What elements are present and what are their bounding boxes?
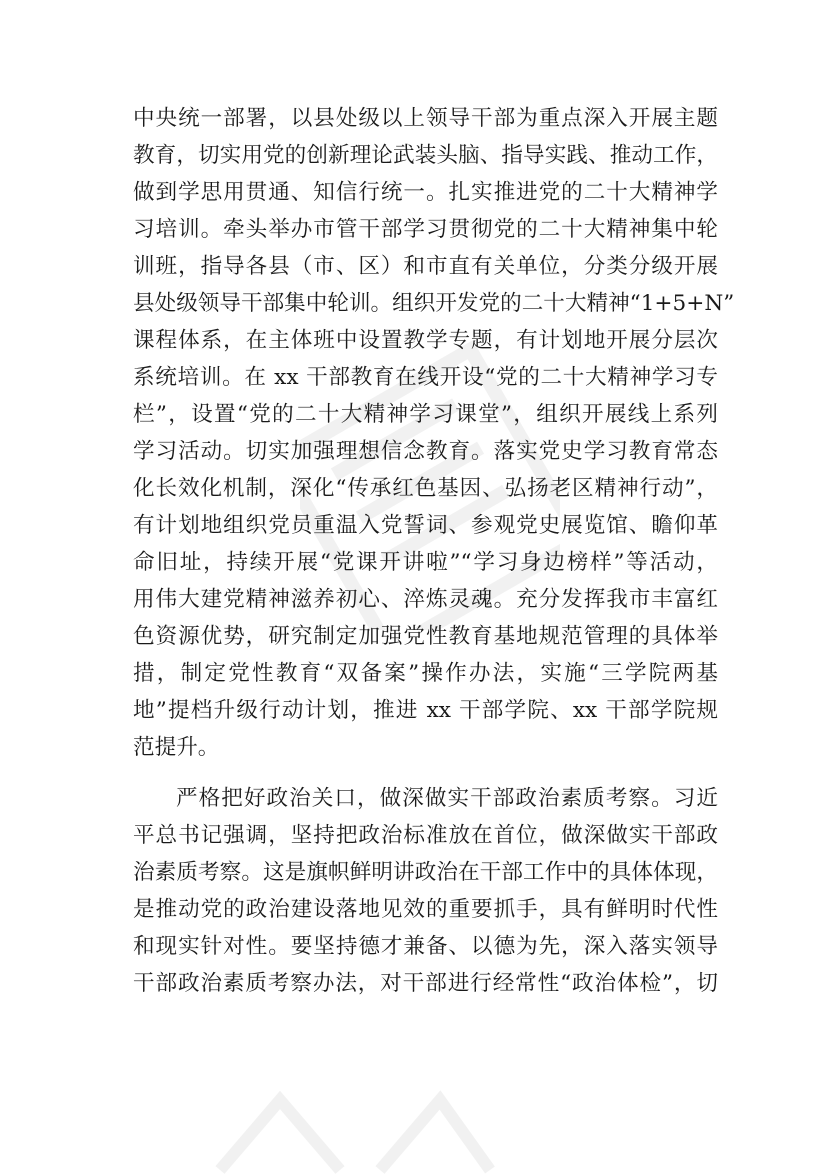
watermark-bottom-icon: [200, 1080, 500, 1174]
paragraph-1: [133, 100, 735, 766]
text-line: 学习活动。切实加强理想信念教育。落实党史学习教育常态: [133, 439, 718, 464]
text-line: 严格把好政治关口，做深做实干部政治素质考察。习近: [176, 786, 718, 811]
text-line: 治素质考察。这是旗帜鲜明讲政治在干部工作中的具体体现，: [133, 860, 718, 885]
text-line: 是推动党的政治建设落地见效的重要抓手，具有鲜明时代性: [133, 897, 718, 922]
text-line: 地”提档升级行动计划，推进 xx 干部学院、xx 干部学院规: [133, 698, 718, 723]
text-line: 命旧址，持续开展“党课开讲啦”“学习身边榜样”等活动，: [133, 550, 718, 575]
text-line: 县处级领导干部集中轮训。组织开发党的二十大精神“1+5+N”: [133, 291, 735, 316]
text-line: 教育，切实用党的创新理论武装头脑、指导实践、推动工作，: [133, 143, 718, 168]
paragraph-2: [133, 780, 718, 1002]
text-line: 干部政治素质考察办法，对干部进行经常性“政治体检”，切: [133, 971, 718, 996]
text-line: 范提升。: [133, 735, 220, 760]
text-line: 措，制定党性教育“双备案”操作办法，实施“三学院两基: [133, 661, 718, 686]
text-line: 有计划地组织党员重温入党誓词、参观党史展览馆、瞻仰革: [133, 513, 718, 538]
text-line: 化长效化机制，深化“传承红色基因、弘扬老区精神行动”，: [133, 476, 718, 501]
text-line: 做到学思用贯通、知信行统一。扎实推进党的二十大精神学: [133, 180, 718, 205]
text-line: 系统培训。在 xx 干部教育在线开设“党的二十大精神学习专: [133, 365, 718, 390]
text-line: 课程体系，在主体班中设置教学专题，有计划地开展分层次: [133, 328, 718, 353]
text-line: 中央统一部署，以县处级以上领导干部为重点深入开展主题: [133, 106, 718, 131]
text-line: 和现实针对性。要坚持德才兼备、以德为先，深入落实领导: [133, 934, 718, 959]
text-line: 习培训。牵头举办市管干部学习贯彻党的二十大精神集中轮: [133, 217, 718, 242]
body-text: [133, 100, 735, 1002]
text-line: 色资源优势，研究制定加强党性教育基地规范管理的具体举: [133, 624, 718, 649]
text-line: 平总书记强调，坚持把政治标准放在首位，做深做实干部政: [133, 823, 718, 848]
text-line: 栏”，设置“党的二十大精神学习课堂”，组织开展线上系列: [133, 402, 718, 427]
text-line: 训班，指导各县（市、区）和市直有关单位，分类分级开展: [133, 254, 718, 279]
text-line: 用伟大建党精神滋养初心、淬炼灵魂。充分发挥我市丰富红: [133, 587, 718, 612]
paragraph-gap: [133, 766, 718, 780]
